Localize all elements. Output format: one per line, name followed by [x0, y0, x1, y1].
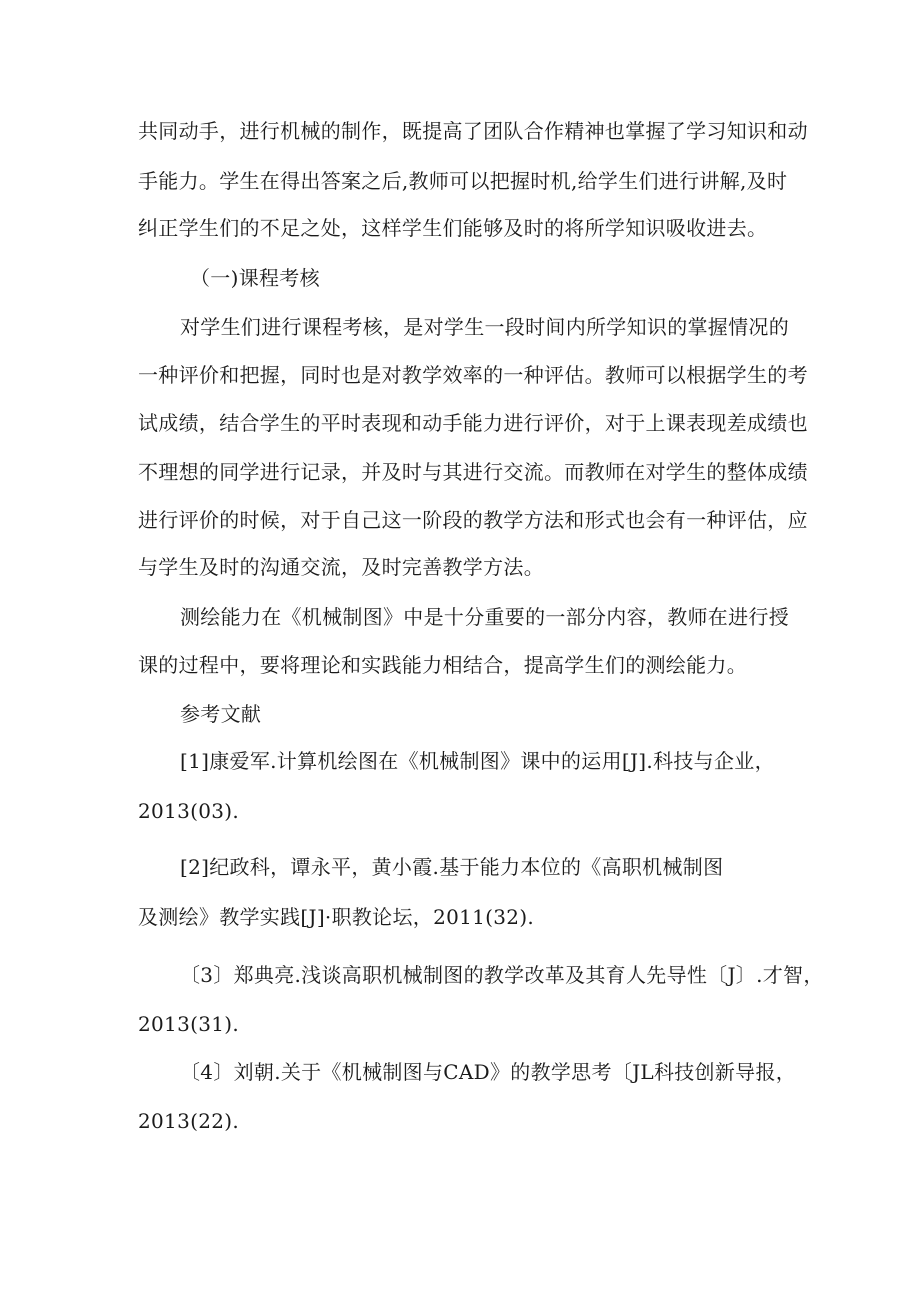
section-heading: （一)课程考核: [190, 266, 320, 290]
reference-entry-4: 〔4〕刘朝.关于《机械制图与CAD》的教学思考〔JL科技创新导报，: [180, 1060, 797, 1084]
reference-entry-3-continuation: 2013(31).: [138, 1012, 240, 1036]
intro-paragraph-line: 共同动手，进行机械的制作，既提高了团队合作精神也掌握了学习知识和动: [138, 119, 808, 143]
reference-entry-1: [1]康爱军.计算机绘图在《机械制图》课中的运用[J].科技与企业，: [180, 749, 775, 773]
reference-entry-3: 〔3〕郑典亮.浅谈高职机械制图的教学改革及其育人先导性〔J〕.才智，: [180, 963, 824, 987]
reference-entry-4-continuation: 2013(22).: [138, 1109, 240, 1133]
assessment-paragraph-line: 与学生及时的沟通交流，及时完善教学方法。: [138, 555, 544, 579]
intro-paragraph-line: 手能力。学生在得出答案之后,教师可以把握时机,给学生们进行讲解,及时: [138, 169, 788, 193]
reference-entry-2: [2]纪政科，谭永平，黄小霞.基于能力本位的《高职机械制图: [180, 855, 724, 879]
assessment-paragraph-line: 试成绩，结合学生的平时表现和动手能力进行评价，对于上课表现差成绩也: [138, 411, 808, 435]
conclusion-paragraph-line: 课的过程中，要将理论和实践能力相结合，提高学生们的测绘能力。: [138, 653, 747, 677]
intro-paragraph-line: 纠正学生们的不足之处，这样学生们能够及时的将所学知识吸收进去。: [138, 216, 768, 240]
assessment-paragraph-line: 不理想的同学进行记录，并及时与其进行交流。而教师在对学生的整体成绩: [138, 460, 808, 484]
assessment-paragraph-line: 一种评价和把握，同时也是对教学效率的一种评估。教师可以根据学生的考: [138, 363, 808, 387]
conclusion-paragraph-line: 测绘能力在《机械制图》中是十分重要的一部分内容，教师在进行授: [180, 605, 789, 629]
reference-entry-1-continuation: 2013(03).: [138, 799, 240, 823]
assessment-paragraph-line: 进行评价的时候，对于自己这一阶段的教学方法和形式也会有一种评估，应: [138, 508, 808, 532]
assessment-paragraph-line: 对学生们进行课程考核，是对学生一段时间内所学知识的掌握情况的: [180, 315, 789, 339]
references-heading: 参考文献: [180, 702, 262, 726]
reference-entry-2-continuation: 及测绘》教学实践[J]·职教论坛，2011(32).: [138, 905, 535, 929]
